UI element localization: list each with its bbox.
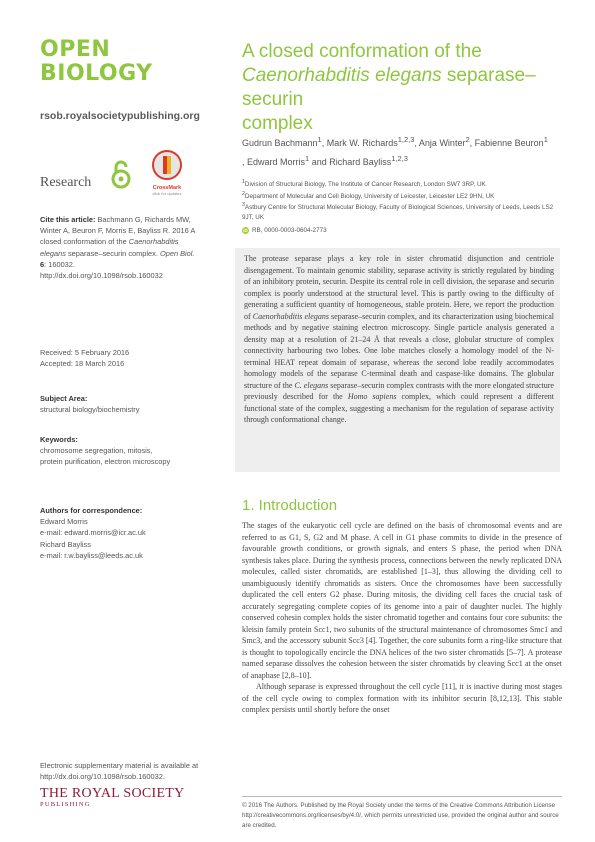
abstract-species: Caenorhabditis elegans xyxy=(252,311,329,321)
abstract-text xyxy=(244,253,554,426)
intro-paragraph-2: Although separase is expressed throughout the cell cycle [11], it is inactive during most stages of the cell cycle owing to complex formation with its inhibitor securin [8,12,13]. This stable complex persists until shortly before the onset xyxy=(242,682,562,714)
abstract-species: C. elegans xyxy=(294,380,329,390)
crossmark-sub: click for updates xyxy=(152,191,182,196)
keywords-line2: protein purification, electron microscopy xyxy=(40,457,171,467)
accepted-date: Accepted: 18 March 2016 xyxy=(40,359,125,369)
dates-block xyxy=(40,347,200,369)
abstract-segment: separase–securin complex, and its characterization using biochemical methods and by negative staining electron microscopy. Single particle analysis generated a density map at a resolution of 21–24 Å that reveals a close, globular structure of complex connectivity harbouring two lobes. One lobe matches closely a homology model of the N-terminal HEAT repeat domain of separase, whereas the second lobe readily accommodates homology models of the separase C-terminal death and caspase-like domains. The globular structure of the xyxy=(244,311,555,390)
crossmark-badge[interactable] xyxy=(150,150,184,194)
license-note: © 2016 The Authors. Published by the Royal Society under the terms of the Creative Commons Attribution License http://creativecommons.org/licenses/by/4.0/, which permits unrestricted use, provided the original author and source are credited. xyxy=(242,796,562,831)
author-name: , Anja Winter xyxy=(414,138,466,148)
author-affil-sup: 2 xyxy=(465,135,470,144)
affiliation-sup: 1 xyxy=(242,179,245,185)
citation-heading: Cite this article: xyxy=(40,215,96,224)
crossmark-label: CrossMark xyxy=(152,185,182,191)
citation-journal: Open Biol. xyxy=(159,248,195,258)
subject-area-value: structural biology/biochemistry xyxy=(40,405,140,415)
affiliation-sup: 2 xyxy=(242,190,245,197)
affiliation-text: Department of Molecular and Cell Biology, University of Leicester, Leicester LE2 9HN, UK xyxy=(244,192,495,200)
author-affil-sup: 1 xyxy=(305,154,310,163)
author-affil-sup: 1 xyxy=(317,135,322,144)
author-name: , Fabienne Beuron xyxy=(469,138,544,148)
correspondence-heading: Authors for correspondence: xyxy=(40,506,143,515)
subject-area-heading: Subject Area: xyxy=(40,394,88,403)
open-access-icon xyxy=(110,158,132,190)
affiliation xyxy=(242,201,562,222)
correspondence-name1: Edward Morris xyxy=(40,517,88,527)
section-heading: 1. Introduction xyxy=(242,497,338,514)
title-line3: complex xyxy=(242,113,313,134)
introduction-body xyxy=(242,520,562,716)
correspondence-block xyxy=(40,505,205,561)
title-species: Caenorhabditis elegans xyxy=(242,65,442,86)
orcid-line[interactable] xyxy=(242,227,327,234)
title-line2: separase–securin xyxy=(242,65,536,110)
article-type-label: Research xyxy=(40,175,92,190)
royal-society-logo: THE ROYAL SOCIETY xyxy=(40,786,185,801)
orcid-text: RB, 0000-0003-0604-2773 xyxy=(252,227,327,234)
keywords-heading: Keywords: xyxy=(40,435,78,444)
royal-society-publishing: PUBLISHING xyxy=(40,801,91,808)
citation-rest: : 160032. xyxy=(44,259,75,269)
journal-logo-line2: BIOLOGY xyxy=(40,61,153,86)
journal-logo-line1: OPEN xyxy=(40,37,111,62)
author-name: , Mark W. Richards xyxy=(321,138,398,148)
abstract-segment: complex, which could represent a different functional state of the complex, suggesting a mechanism for the regulation of separase activity through conformational change. xyxy=(244,392,554,424)
author-name: Gudrun Bachmann xyxy=(242,138,318,148)
author-affil-sup: 1,2,3 xyxy=(391,154,408,163)
journal-site-link[interactable]: rsob.royalsocietypublishing.org xyxy=(40,110,200,122)
received-date: Received: 5 February 2016 xyxy=(40,348,130,357)
author-name: and Richard Bayliss xyxy=(309,157,392,167)
supplementary-note: Electronic supplementary material is available at http://dx.doi.org/10.1098/rsob.160032. xyxy=(40,761,199,782)
journal-logo xyxy=(40,38,153,86)
article-title xyxy=(242,40,562,136)
author-affil-sup: 1,2,3 xyxy=(397,135,415,144)
keywords-block xyxy=(40,434,205,468)
affiliation-sup: 3 xyxy=(242,202,245,209)
citation-text2: separase–securin complex. xyxy=(65,248,160,258)
crossmark-icon xyxy=(150,150,184,180)
affiliation xyxy=(242,190,562,202)
correspondence-name2: Richard Bayliss xyxy=(40,539,91,549)
citation-block xyxy=(40,214,200,281)
citation-volume: 6 xyxy=(40,259,45,269)
affiliation xyxy=(242,178,562,190)
author-list xyxy=(242,132,562,170)
correspondence-email2[interactable]: e-mail: r.w.bayliss@leeds.ac.uk xyxy=(40,550,143,560)
citation-doi-link[interactable]: http://dx.doi.org/10.1098/rsob.160032 xyxy=(40,271,163,281)
author-name: , Edward Morris xyxy=(242,157,306,167)
title-line1: A closed conformation of the xyxy=(242,41,482,62)
citation-text: Bachmann G, Richards MW, Winter A, Beuron F, Morris E, Bayliss R. 2016 A closed conformation of the xyxy=(40,215,195,247)
abstract-species: Homo sapiens xyxy=(347,392,397,401)
intro-paragraph-1: The stages of the eukaryotic cell cycle are defined on the basis of chromosomal events and are referred to as G1, S, G2 and M phase. A cell in G1 phase commits to divide in the presence of favourable growth conditions, or growth signals, and enters S phase, the period when DNA synthesis takes place. During the synthesis process, connections between the newly replicated DNA molecules, called sister chromatids, are established [1–3], thus allowing the dividing cell to unambiguously identify chromatids as sisters. Once the chromosomes have been successfully duplicated the cell enters G2 phase. During mitosis, the dividing cell faces the crucial task of accurately segregating complete copies of its genome into a pair of daughter nuclei. The highly conserved cohesin complex holds the sister chromatid together and contains four core subunits: the kleisin family protein Scc1, two subunits of the structural maintenance of chromosomes Smc1 and Smc3, and the accessory subunit Scc3 [4]. Together, the core subunits form a ring-like structure that is thought to topologically encircle the DNA helices of the two sister chromatids [5–7]. A protease named separase dissolves the cohesion between the sister chromatids by cleaving Scc1 at the onset of anaphase [2,8–10]. xyxy=(242,521,562,680)
affiliations xyxy=(242,178,562,223)
correspondence-email1[interactable]: e-mail: edward.morris@icr.ac.uk xyxy=(40,528,146,538)
affiliation-text: Astbury Centre for Structural Molecular Biology, Faculty of Biological Sciences, University of Leeds, Leeds LS2 9JT, UK xyxy=(242,204,554,222)
affiliation-text: Division of Structural Biology, The Institute of Cancer Research, London SW7 3RP, UK xyxy=(244,181,486,189)
abstract-segment: separase–securin complex contrasts with the more elongated structure previously described for the xyxy=(244,380,554,401)
citation-species: Caenorhabditis elegans xyxy=(40,237,179,258)
author-affil-sup: 1 xyxy=(543,135,548,144)
abstract-segment: The protease separase plays a key role in sister chromatid disjunction and centriole disengagement. To maintain genomic stability, separase activity is strictly regulated by binding of an inhibitory protein, securin. Despite its central role in cell division, the separase and securin complex is poorly understood at the structural level. This is partly owing to the difficulty of generating a sufficient quantity of homogeneous, stable protein. Here, we report the production of xyxy=(244,254,554,321)
keywords-line1: chromosome segregation, mitosis, xyxy=(40,446,153,456)
orcid-icon: iD xyxy=(243,228,248,233)
subject-area xyxy=(40,393,200,415)
